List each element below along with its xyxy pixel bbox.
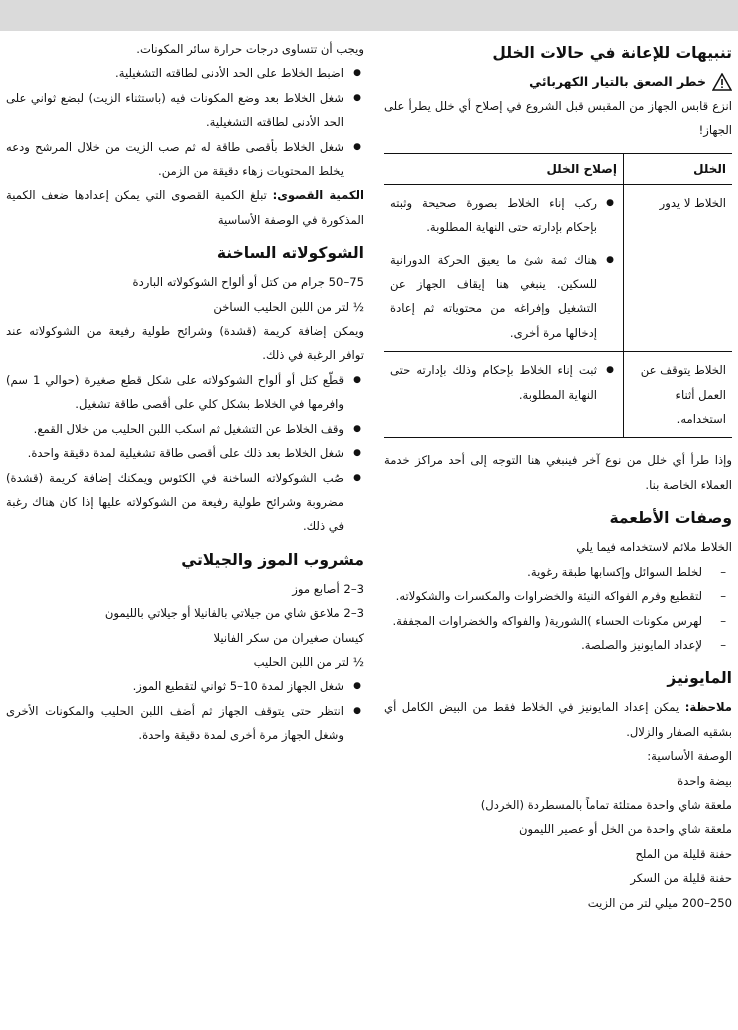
ingredient-line: حفنة قليلة من السكر [630,871,732,886]
chocolate-steps-list [6,368,364,539]
fix-cell [384,352,624,438]
mayo-title: المايونيز [667,669,732,688]
table-header-problem: الخلل [624,153,733,184]
list-item: ● انتظر حتى يتوقف الجهاز ثم أضف اللبن الحليب والمكونات الأخرى وشغل الجهاز مرة أخرى لمدة دقيقة واحدة. [6,699,364,748]
left-column [6,35,364,748]
right-column [384,35,732,915]
fix-item: ● ثبت إناء الخلاط بإحكام وذلك بإدارته حتى النهاية المطلوبة. [390,358,617,407]
troubleshooting-title: تنبيهات للإعانة في حالات الخلل [492,44,732,62]
ingredient-line: ملعقة شاي واحدة ممتلئة تماماً بالمسطردة (الخردل) [480,797,732,812]
mayo-note-label: ملاحظة: [684,700,732,715]
mayo-note-text: يمكن إعداد المايونيز في الخلاط فقط من البيض الكامل أي بشقيه الصفار والزلال. [384,700,732,739]
list-item: ● شغل الخلاط بأقصى طاقة له ثم صب الزيت من خلال المرشح ودعه يخلط المحتويات زهاء دقيقة من الزمن. [6,135,364,184]
ingredient-line: 3–2 أصابع موز [292,581,364,596]
ingredient-line: 75–50 جرام من كتل أو ألواح الشوكولاته الباردة [132,275,364,290]
list-item: – لتقطيع وفرم الفواكه النيئة والخضراوات والمكسرات والشكولاته. [384,584,732,608]
warning-text: انزع قابس الجهاز من المقبس قبل الشروع في إصلاح أي خلل يطرأ على الجهاز! [384,99,732,138]
ingredient-line: 250–200 ميلي لتر من الزيت [587,895,732,910]
list-item: – لهرس مكونات الحساء )الشورية( والفواكه والخضراوات المجففة. [384,609,732,633]
list-item: ● اضبط الخلاط على الحد الأدنى لطاقته التشغيلية. [6,61,364,85]
basic-recipe-label: الوصفة الأساسية: [647,749,732,764]
warning-title: خطر الصعق بالتيار الكهربائي [529,74,706,89]
ingredient-line: كيسان صغيران من سكر الفانيلا [213,630,364,645]
table-header-row [384,153,732,184]
banana-steps-list [6,674,364,747]
max-quantity-label: الكمية القصوى: [272,188,364,203]
chocolate-title: الشوكولاته الساخنة [216,244,364,263]
list-item: ● صُب الشوكولاته الساخنة في الكئوس ويمكنك إضافة كريمة (قشدة) مضروبة وشرائح طولية رفيعة من الشوكولاته عليها إذا كان هناك رغبة في ذلك. [6,466,364,539]
warning-triangle-icon [712,73,732,91]
recipes-intro: الخلاط ملائم لاستخدامه فيما يلي [576,540,732,555]
table-header-fix: إصلاح الخلل [384,153,624,184]
banana-title: مشروب الموز والجيلاتي [181,550,364,569]
list-item: ● شغل الخلاط بعد وضع المكونات فيه (باستثناء الزيت) لبضع ثواني على الحد الأدنى لطاقته التشغيلية. [6,86,364,135]
mayo-intro-text: ويجب أن تتساوى درجات حرارة سائر المكونات. [136,42,364,56]
ingredient-line: حفنة قليلة من الملح [635,846,732,861]
table-row [384,184,732,351]
fix-cell [384,184,624,351]
troubleshooting-table [384,153,732,439]
recipes-title: وصفات الأطعمة [609,509,732,528]
mayo-note [384,695,732,744]
problem-cell: الخلاط لا يدور [624,184,733,351]
ingredient-line: ½ لتر من اللبن الحليب [253,654,364,669]
list-item: – لخلط السوائل وإكسابها طبقة رغوية. [384,560,732,584]
max-quantity-note [6,183,364,232]
list-item: ● وقف الخلاط عن التشغيل ثم اسكب اللبن الحليب من خلال القمع. [6,417,364,441]
ingredient-line: 3–2 ملاعق شاي من جيلاتي بالفانيلا أو جيلاتي بالليمون [104,606,364,621]
table-row [384,352,732,438]
ingredient-line: ½ لتر من اللبن الحليب الساخن [213,299,364,314]
max-quantity-text: تبلغ الكمية القصوى التي يمكن إعدادها ضعف الكمية المذكورة في الوصفة الأساسية [6,188,364,227]
problem-cell: الخلاط يتوقف عن العمل أثناء استخدامه. [624,352,733,438]
header-bar [0,0,738,31]
list-item: ● قطّع كتل أو ألواح الشوكولاته على شكل قطع صغيرة (حوالي 1 سم) وافرمها في الخلاط بشكل كلي على أقصى طاقة تشغيل. [6,368,364,417]
warning-heading [384,70,732,94]
mayo-steps-list [6,61,364,183]
ingredient-line: ويمكن إضافة كريمة (قشدة) وشرائح طولية رفيعة من الشوكولاته عند توافر الرغبة في ذلك. [6,324,364,363]
list-item: ● شغل الجهاز لمدة 10–5 ثواني لتقطيع الموز. [6,674,364,698]
recipes-list [384,560,732,658]
ingredient-line: بيضة واحدة [677,773,732,788]
list-item: – لإعداد المايونيز والصلصة. [384,633,732,657]
fix-item: ● هناك ثمة شئ ما يعيق الحركة الدورانية للسكين. ينبغي هنا إيقاف الجهاز عن التشغيل وإفراغه من محتوياته ثم إعادة إدخالها مرة أخرى. [390,248,617,346]
ingredient-line: ملعقة شاي واحدة من الخل أو عصير الليمون [518,822,732,837]
list-item: ● شغل الخلاط بعد ذلك على أقصى طاقة تشغيلية لمدة دقيقة واحدة. [6,441,364,465]
after-table-text: وإذا طرأ أي خلل من نوع آخر فينبغي هنا التوجه إلى أحد مراكز خدمة العملاء الخاصة بنا. [384,453,732,492]
fix-item: ● ركب إناء الخلاط بصورة صحيحة وثبته بإحكام بإدارته حتى النهاية المطلوبة. [390,191,617,240]
